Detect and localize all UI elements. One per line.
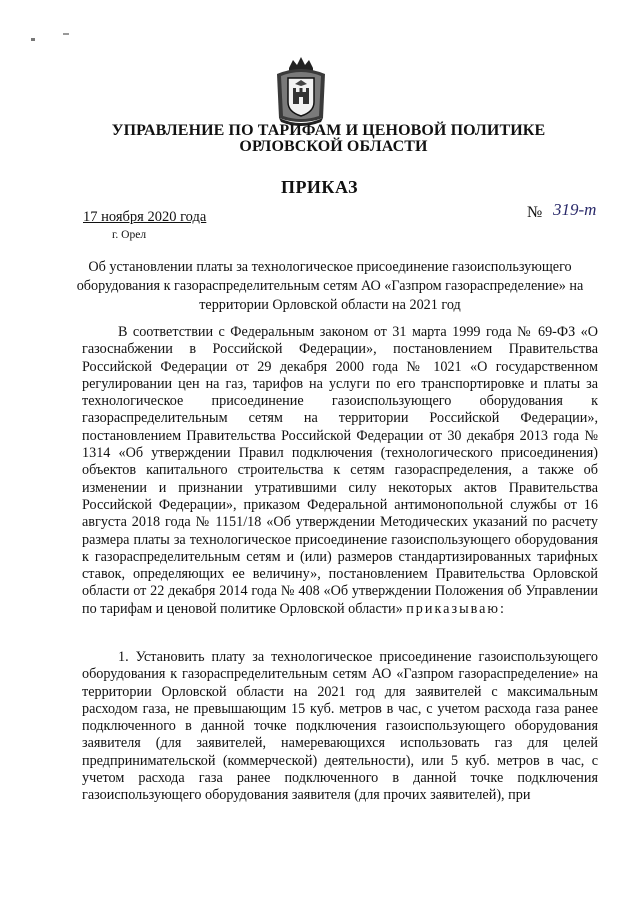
clause-1-paragraph: 1. Установить плату за технологическое присоединение газоиспользующего оборудования к газораспределительным сетям АО «Газпром газораспределение» на территории Орловской области на 2021 год для заявителей с максимальным расходом газа, не превышающим 15 куб. метров в час, с учетом расхода газа ранее подключенного в данной точке подключения газоиспользующего оборудования заявителя (для заявителей, намеревающихся использовать газ для целей предпринимательской (коммерческой) деятельности), или 5 куб. метров в час, с учетом расхода газа ранее подключенного в данной точке подключения газоиспользующего оборудования заявителя (для прочих заявителей), при	[82, 649, 598, 804]
preamble-text: В соответствии с Федеральным законом от 31 марта 1999 года № 69-ФЗ «О газоснабжении в Российской Федерации», постановлением Правительства Российской Федерации от 29 декабря 2000 года № 1021 «О государственном регулировании цен на газ, тарифов на услуги по его транспортировке и платы за технологическое присоединение газоиспользующего оборудования к газораспределительным сетям на территории Российской Федерации», постановлением Правительства Российской Федерации от 30 декабря 2013 года № 1314 «Об утверждении Правил подключения (технологического присоединения) объектов капитального строительства к сетям газораспределения, а также об изменении и признании утратившими силу некоторых актов Правительства Российской Федерации», приказом Федеральной антимонопольной службы от 16 августа 2018 года № 1151/18 «Об утверждении Методических указаний по расчету размера платы за технологическое присоединение газоиспользующего оборудования к газораспределительным сетям и (или) размеров стандартизированных тарифных ставок, определяющих ее величину», постановлением Правительства Орловской области от 22 декабря 2014 года № 408 «Об утверждении Положения об Управлении по тарифам и ценовой политике Орловской области»	[82, 324, 598, 617]
order-subject: Об установлении платы за технологическое присоединение газоиспользующего оборудования к газораспределительным сетям АО «Газпром газораспределение» на территории Орловской области на 2021 год	[76, 259, 584, 313]
document-title: ПРИКАЗ	[280, 177, 359, 197]
order-city: г. Орел	[112, 229, 147, 241]
organization-name-line2: ОРЛОВСКОЙ ОБЛАСТИ	[239, 138, 428, 155]
coat-of-arms-icon	[271, 54, 331, 128]
order-date: 17 ноября 2020 года	[83, 209, 207, 225]
order-number-label: №	[527, 204, 543, 221]
preamble-paragraph	[82, 324, 598, 618]
scan-artifact	[31, 38, 35, 41]
scan-artifact	[63, 33, 69, 35]
order-decision-word: приказываю:	[406, 600, 506, 617]
order-number-handwritten: 319-т	[553, 200, 597, 219]
organization-name-line1: УПРАВЛЕНИЕ ПО ТАРИФАМ И ЦЕНОВОЙ ПОЛИТИКЕ	[111, 122, 546, 139]
